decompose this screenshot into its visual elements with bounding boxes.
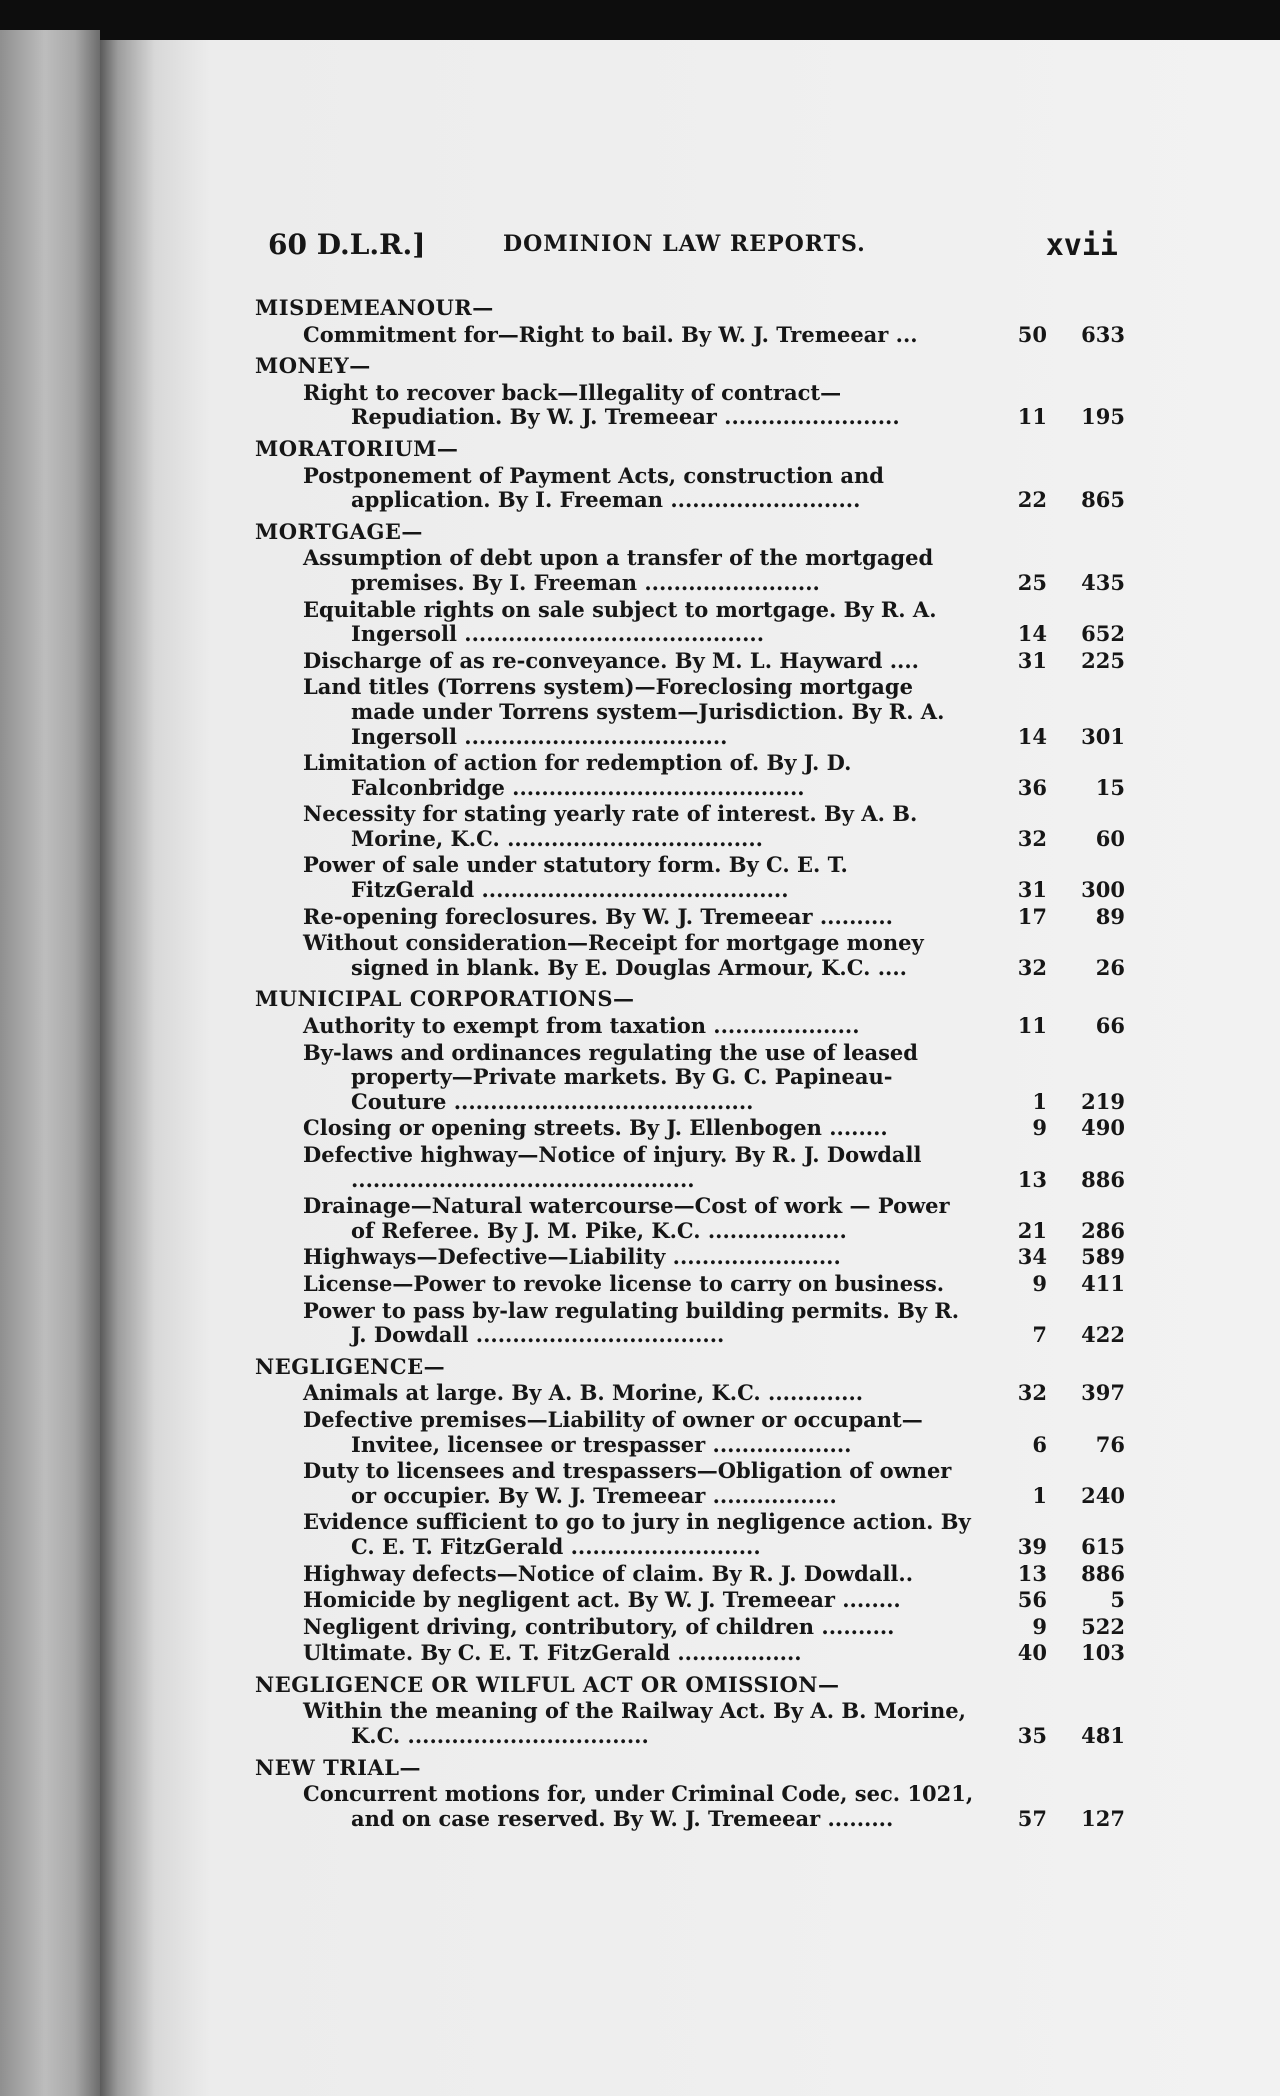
- entry-page: 66: [1095, 1013, 1125, 1039]
- entry-volume: 56: [1017, 1587, 1047, 1613]
- entry-text: Land titles (Torrens system)—Foreclosing mortgage made under Torrens system—Jurisdiction. By R. A. Ingersoll ....................................: [303, 674, 945, 749]
- entry-volume: 32: [1017, 1380, 1047, 1406]
- index-section: [255, 437, 1125, 513]
- section-heading: MONEY—: [255, 353, 371, 379]
- index-entry: [255, 675, 1125, 749]
- entry-text: Equitable rights on sale subject to mortgage. By R. A. Ingersoll .........................................: [303, 596, 937, 647]
- index-entry: [255, 323, 1125, 348]
- index-section: [255, 1756, 1125, 1832]
- index-entry: [255, 1615, 1125, 1640]
- index-entry: [255, 546, 1125, 595]
- section-heading: NEGLIGENCE OR WILFUL ACT OR OMISSION—: [255, 1671, 840, 1697]
- entry-text: Discharge of as re-conveyance. By M. L. Hayward ....: [303, 647, 919, 673]
- index-entry: [255, 751, 1125, 800]
- index-entry: [255, 1641, 1125, 1666]
- index-entry: [255, 1510, 1125, 1559]
- entry-page: 481: [1081, 1723, 1125, 1749]
- entry-page: 865: [1081, 487, 1125, 513]
- entry-page: 127: [1081, 1805, 1125, 1831]
- entry-text: By-laws and ordinances regulating the use of leased property—Private markets. By G. C. Papineau-Couture .........................................: [303, 1039, 918, 1114]
- entry-text: Drainage—Natural watercourse—Cost of work — Power of Referee. By J. M. Pike, K.C. ...................: [303, 1193, 950, 1243]
- entry-volume: 40: [1017, 1640, 1047, 1666]
- entry-page: 300: [1081, 877, 1125, 903]
- index-entry: [255, 1381, 1125, 1406]
- index-entry: [255, 1143, 1125, 1192]
- index-entry: [255, 1699, 1125, 1748]
- entry-page: 240: [1081, 1482, 1125, 1508]
- volume-reference: 60 D.L.R.]: [268, 228, 426, 261]
- entry-volume: 57: [1017, 1805, 1047, 1831]
- page-number: xvii: [1045, 228, 1118, 263]
- entry-page: 397: [1081, 1380, 1125, 1406]
- entry-volume: 7: [1032, 1322, 1047, 1348]
- entry-text: Defective highway—Notice of injury. By R. J. Dowdall ...............................................: [303, 1142, 922, 1192]
- entry-page: 633: [1081, 321, 1125, 347]
- section-heading: NEGLIGENCE—: [255, 1353, 446, 1379]
- index-entry: [255, 1562, 1125, 1587]
- entry-volume: 34: [1017, 1244, 1047, 1270]
- index-entry: [255, 1041, 1125, 1115]
- index-entry: [255, 1782, 1125, 1831]
- entry-text: License—Power to revoke license to carry on business.: [303, 1270, 945, 1296]
- entry-volume: 25: [1017, 569, 1047, 595]
- index-entry: [255, 1588, 1125, 1613]
- entry-volume: 1: [1032, 1088, 1047, 1114]
- entry-page: 195: [1081, 404, 1125, 430]
- entry-page: 652: [1081, 621, 1125, 647]
- entry-text: Commitment for—Right to bail. By W. J. Tremeear ...: [303, 321, 918, 347]
- entry-page: 26: [1095, 954, 1125, 980]
- entry-text: Within the meaning of the Railway Act. By A. B. Morine, K.C. .................................: [303, 1698, 966, 1749]
- entry-text: Necessity for stating yearly rate of interest. By A. B. Morine, K.C. ...................................: [303, 801, 918, 851]
- entry-volume: 13: [1017, 1166, 1047, 1192]
- entry-page: 301: [1081, 723, 1125, 749]
- entry-volume: 39: [1017, 1533, 1047, 1559]
- entry-text: Limitation of action for redemption of. By J. D. Falconbridge ........................................: [303, 750, 852, 800]
- index-section: [255, 296, 1125, 347]
- entry-page: 886: [1081, 1166, 1125, 1192]
- entry-text: Defective premises—Liability of owner or occupant—Invitee, licensee or trespasser ...................: [303, 1406, 923, 1457]
- entry-text: Without consideration—Receipt for mortgage money signed in blank. By E. Douglas Armour, K.C. ....: [303, 930, 924, 980]
- entry-volume: 1: [1032, 1482, 1047, 1508]
- entry-page: 422: [1081, 1322, 1125, 1348]
- index-section: [255, 987, 1125, 1347]
- index-entry: [255, 905, 1125, 930]
- book-binding-edge: [0, 30, 100, 2096]
- index-section: [255, 1673, 1125, 1749]
- entry-text: Duty to licensees and trespassers—Obligation of owner or occupier. By W. J. Tremeear .................: [303, 1458, 952, 1508]
- index-entry: [255, 598, 1125, 647]
- index-entry: [255, 1408, 1125, 1457]
- entry-volume: 9: [1032, 1115, 1047, 1141]
- entry-text: Re-opening foreclosures. By W. J. Tremeear ..........: [303, 903, 893, 929]
- entry-volume: 14: [1017, 723, 1047, 749]
- entry-page: 615: [1081, 1533, 1125, 1559]
- entry-page: 886: [1081, 1560, 1125, 1586]
- index-entry: [255, 649, 1125, 674]
- entry-page: 219: [1081, 1088, 1125, 1114]
- index-entry: [255, 1245, 1125, 1270]
- index-entry: [255, 1299, 1125, 1348]
- entry-page: 76: [1095, 1431, 1125, 1457]
- index-section: [255, 1355, 1125, 1666]
- entry-volume: 32: [1017, 825, 1047, 851]
- entry-volume: 6: [1032, 1431, 1047, 1457]
- entry-volume: 9: [1032, 1613, 1047, 1639]
- section-heading: MUNICIPAL CORPORATIONS—: [255, 986, 635, 1012]
- entry-text: Power of sale under statutory form. By C. E. T. FitzGerald ..........................................: [303, 852, 848, 903]
- entry-text: Negligent driving, contributory, of children ..........: [303, 1613, 895, 1639]
- entry-volume: 36: [1017, 774, 1047, 800]
- section-heading: MISDEMEANOUR—: [255, 295, 494, 320]
- entry-page: 589: [1081, 1244, 1125, 1270]
- index-section: [255, 520, 1125, 981]
- index-entry: [255, 1459, 1125, 1508]
- publication-title: DOMINION LAW REPORTS.: [503, 231, 866, 257]
- entry-text: Homicide by negligent act. By W. J. Tremeear ........: [303, 1587, 901, 1613]
- entry-volume: 11: [1017, 404, 1047, 430]
- index-entry: [255, 931, 1125, 980]
- entry-text: Concurrent motions for, under Criminal Code, sec. 1021, and on case reserved. By W. J. Tremeear .........: [303, 1781, 974, 1831]
- entry-text: Postponement of Payment Acts, construction and application. By I. Freeman ..........................: [303, 462, 884, 513]
- entry-text: Ultimate. By C. E. T. FitzGerald .................: [303, 1640, 802, 1666]
- entry-text: Assumption of debt upon a transfer of the mortgaged premises. By I. Freeman ........................: [303, 545, 934, 595]
- entry-page: 435: [1081, 569, 1125, 595]
- entry-page: 490: [1081, 1115, 1125, 1141]
- index-entry: [255, 381, 1125, 430]
- entry-page: 15: [1095, 774, 1125, 800]
- running-header: [268, 228, 1118, 268]
- entry-text: Power to pass by-law regulating building permits. By R. J. Dowdall ..................................: [303, 1297, 960, 1348]
- entry-page: 522: [1081, 1613, 1125, 1639]
- entry-text: Animals at large. By A. B. Morine, K.C. .............: [303, 1380, 864, 1406]
- entry-page: 60: [1095, 825, 1125, 851]
- index-section: [255, 354, 1125, 430]
- entry-volume: 13: [1017, 1560, 1047, 1586]
- entry-page: 286: [1081, 1217, 1125, 1243]
- subject-index: [255, 296, 1125, 1831]
- entry-volume: 21: [1017, 1217, 1047, 1243]
- index-entry: [255, 1116, 1125, 1141]
- entry-page: 225: [1081, 647, 1125, 673]
- section-heading: MORATORIUM—: [255, 435, 459, 461]
- entry-page: 103: [1081, 1640, 1125, 1666]
- entry-text: Highway defects—Notice of claim. By R. J. Dowdall..: [303, 1560, 914, 1586]
- entry-volume: 31: [1017, 647, 1047, 673]
- section-heading: MORTGAGE—: [255, 518, 423, 544]
- entry-text: Right to recover back—Illegality of contract—Repudiation. By W. J. Tremeear ........................: [303, 379, 900, 430]
- entry-volume: 31: [1017, 877, 1047, 903]
- index-entry: [255, 853, 1125, 902]
- entry-volume: 9: [1032, 1270, 1047, 1296]
- entry-volume: 17: [1017, 903, 1047, 929]
- entry-text: Authority to exempt from taxation ....................: [303, 1013, 860, 1039]
- index-entry: [255, 802, 1125, 851]
- entry-text: Closing or opening streets. By J. Ellenbogen ........: [303, 1115, 888, 1141]
- index-entry: [255, 464, 1125, 513]
- entry-volume: 11: [1017, 1013, 1047, 1039]
- entry-text: Evidence sufficient to go to jury in negligence action. By C. E. T. FitzGerald ..........................: [303, 1509, 971, 1559]
- entry-volume: 50: [1017, 321, 1047, 347]
- entry-page: 411: [1081, 1270, 1125, 1296]
- index-entry: [255, 1194, 1125, 1243]
- index-entry: [255, 1272, 1125, 1297]
- entry-volume: 32: [1017, 954, 1047, 980]
- entry-volume: 14: [1017, 621, 1047, 647]
- entry-volume: 22: [1017, 487, 1047, 513]
- index-entry: [255, 1014, 1125, 1039]
- entry-text: Highways—Defective—Liability .......................: [303, 1244, 841, 1270]
- entry-page: 5: [1110, 1587, 1125, 1613]
- entry-volume: 35: [1017, 1723, 1047, 1749]
- entry-page: 89: [1095, 903, 1125, 929]
- section-heading: NEW TRIAL—: [255, 1754, 422, 1780]
